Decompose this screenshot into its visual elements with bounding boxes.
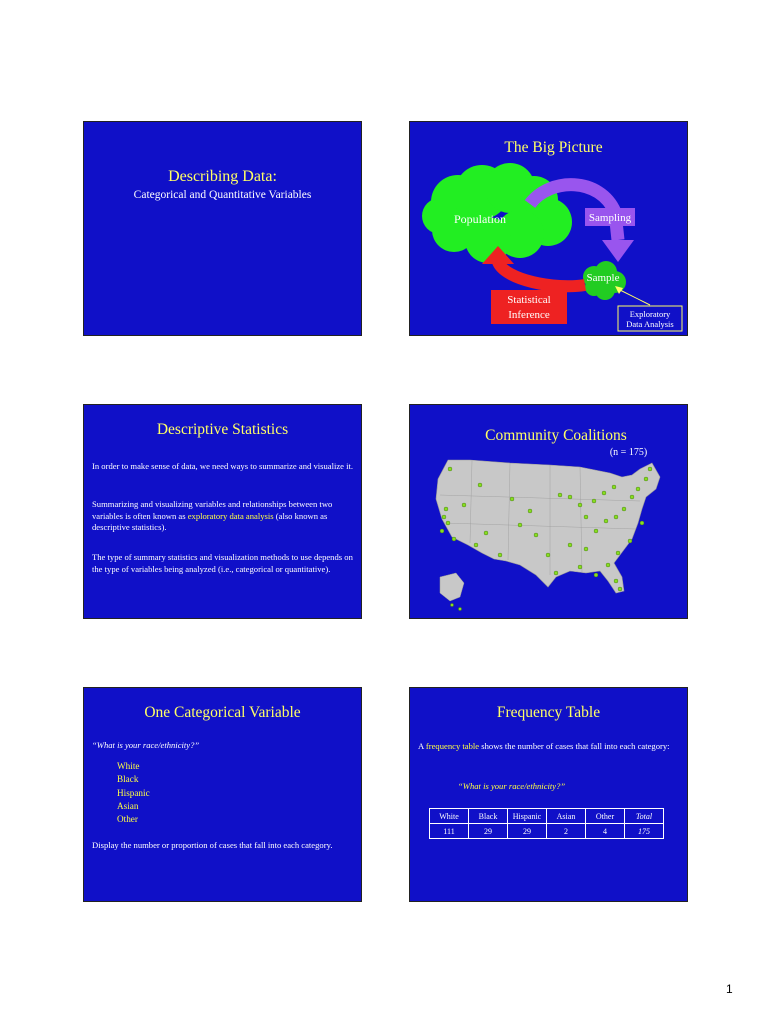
highlight-frequency-table: frequency table: [425, 741, 480, 751]
inference-arrow: [498, 262, 585, 286]
table-header-cell: Other: [586, 809, 625, 824]
table-cell: 29: [508, 824, 547, 839]
category-item: Asian: [117, 800, 139, 811]
category-item: Black: [117, 774, 139, 785]
highlight-eda: exploratory data analysis: [187, 510, 274, 521]
slide-describing-data: [83, 121, 362, 336]
footer-text: Display the number or proportion of cases that fall into each category.: [92, 840, 333, 850]
category-item: Hispanic: [117, 787, 150, 798]
slide-title: The Big Picture: [504, 139, 603, 156]
inference-label-line1: Statistical: [507, 294, 551, 306]
table-cell: 175: [625, 824, 664, 839]
category-item: Other: [117, 814, 138, 825]
frequency-table: [429, 808, 664, 839]
alaska-shape: [440, 573, 464, 601]
inference-label-line2: Inference: [508, 309, 550, 321]
slide-frequency-table: [409, 687, 688, 902]
paragraph-2-tail: (also known as descriptive statistics).: [92, 510, 328, 533]
table-cell: 29: [469, 824, 508, 839]
slide-title: One Categorical Variable: [144, 704, 301, 721]
table-header-cell: White: [430, 809, 469, 824]
sampling-arrow-head: [602, 240, 634, 262]
paragraph-1: In order to make sense of data, we need ways to summarize and visualize it.: [92, 461, 354, 471]
table-header-cell: Hispanic: [508, 809, 547, 824]
category-item: White: [117, 761, 140, 771]
slide-title: Community Coalitions: [485, 427, 627, 444]
intro-tail: shows the number of cases that fall into each category:: [479, 741, 670, 751]
table-cell: 111: [430, 824, 469, 839]
question: “What is your race/ethnicity?”: [458, 781, 566, 791]
big-picture-diagram: [410, 122, 688, 336]
table-header-cell: Total: [625, 809, 664, 824]
question: “What is your race/ethnicity?”: [92, 740, 200, 750]
eda-label-line2: Data Analysis: [626, 319, 674, 329]
slide-title: Descriptive Statistics: [156, 421, 289, 438]
intro-text: [418, 741, 684, 753]
category-list: [117, 760, 150, 826]
us-map: [410, 405, 688, 619]
paragraph-3: The type of summary statistics and visualization methods to use depends on the type of variables being analyzed (i.e., categorical or quantitative).: [92, 552, 353, 574]
paragraph-2-text: Summarizing and visualizing variables and relationships between two variables is often known as: [92, 499, 333, 521]
paragraph-2: [92, 499, 358, 534]
slide-community-coalitions: [409, 404, 688, 619]
population-label: Population: [453, 212, 507, 226]
table-header-row: [430, 809, 664, 824]
table-header-cell: Black: [469, 809, 508, 824]
intro-lead: A: [418, 741, 426, 751]
slide-one-categorical-variable: [83, 687, 362, 902]
us-mainland-shape: [436, 460, 660, 593]
table-cell: 4: [586, 824, 625, 839]
sampling-label: Sampling: [588, 212, 632, 224]
eda-label-line1: Exploratory: [629, 309, 671, 319]
slide-descriptive-statistics: [83, 404, 362, 619]
slide-big-picture: [409, 121, 688, 336]
sample-size-label: (n = 175): [609, 447, 648, 458]
page-number: 1: [726, 982, 733, 996]
slide-subtitle: Categorical and Quantitative Variables: [133, 189, 312, 201]
table-row: [430, 824, 664, 839]
sample-label: Sample: [586, 272, 620, 284]
table-header-cell: Asian: [547, 809, 586, 824]
table-cell: 2: [547, 824, 586, 839]
slide-title: Frequency Table: [496, 704, 601, 721]
slide-title: Describing Data:: [168, 168, 277, 185]
